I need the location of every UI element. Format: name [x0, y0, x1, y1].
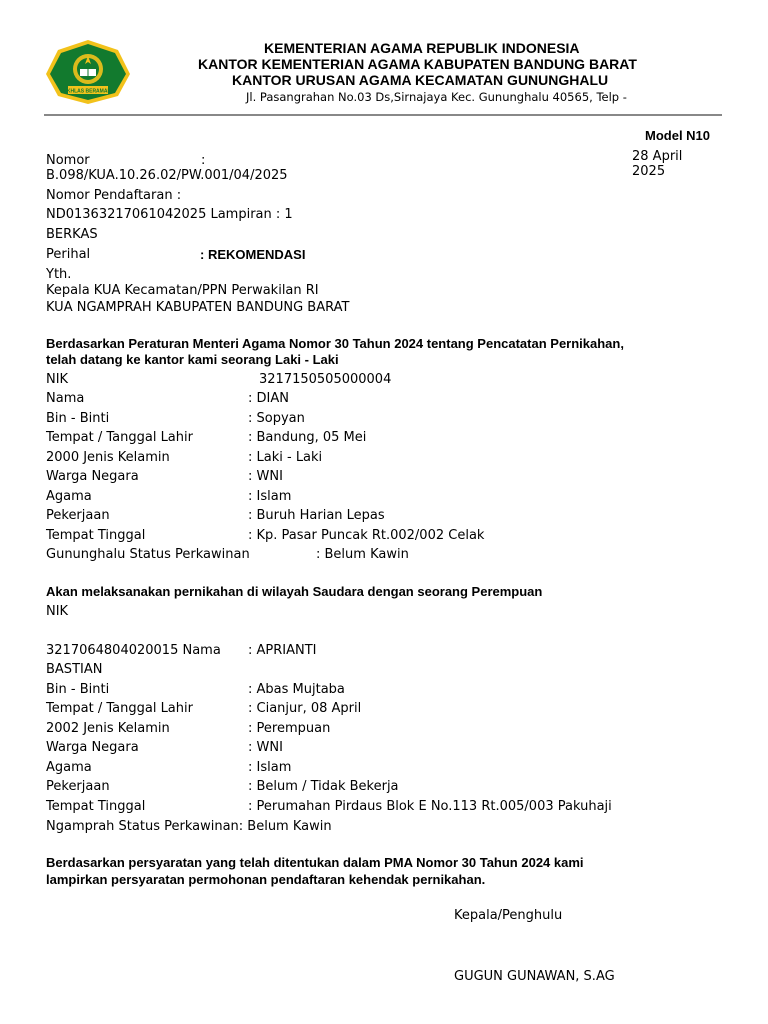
bride-bin-value: : Abas Mujtaba — [248, 682, 345, 697]
bride-wn-label: Warga Negara — [46, 740, 139, 755]
groom-tinggal-value: : Kp. Pasar Puncak Rt.002/002 Celak — [248, 528, 485, 543]
groom-ttl-label: Tempat / Tanggal Lahir — [46, 430, 193, 445]
bride-tinggal-label: Tempat Tinggal — [46, 799, 146, 814]
groom-nik-value: 3217150505000004 — [259, 372, 392, 387]
regency-office-name: KANTOR KEMENTERIAN AGAMA KABUPATEN BANDUNG BARAT — [198, 56, 637, 72]
bride-agama-label: Agama — [46, 760, 92, 775]
ministry-name: KEMENTERIAN AGAMA REPUBLIK INDONESIA — [264, 40, 580, 56]
groom-jk-label: 2000 Jenis Kelamin — [46, 450, 170, 465]
groom-kerja-label: Pekerjaan — [46, 508, 110, 523]
bride-kerja-value: : Belum / Tidak Bekerja — [248, 779, 399, 794]
logo-motto: IKHLAS BERAMAL — [65, 88, 111, 95]
bride-nik-label: NIK — [46, 604, 69, 619]
kua-office-name: KANTOR URUSAN AGAMA KECAMATAN GUNUNGHALU — [232, 72, 609, 88]
bride-nama-cont: BASTIAN — [46, 662, 103, 677]
kemenag-logo — [44, 38, 132, 106]
berkas-label: BERKAS — [46, 227, 98, 242]
pendaftaran-label: Nomor Pendaftaran : — [46, 188, 182, 203]
bride-wn-value: : WNI — [248, 740, 283, 755]
bride-bin-label: Bin - Binti — [46, 682, 110, 697]
bride-nik-nama-label: 3217064804020015 Nama — [46, 643, 221, 658]
nomor-colon: : — [201, 153, 206, 168]
groom-wn-value: : WNI — [248, 469, 283, 484]
bride-kerja-label: Pekerjaan — [46, 779, 110, 794]
bride-jk-value: : Perempuan — [248, 721, 331, 736]
groom-nama-value: : DIAN — [248, 391, 289, 406]
signature-name: GUGUN GUNAWAN, S.AG — [454, 969, 615, 984]
groom-agama-label: Agama — [46, 489, 92, 504]
groom-nik-label: NIK — [46, 372, 69, 387]
bride-status-line: Ngamprah Status Perkawinan: Belum Kawin — [46, 819, 332, 834]
groom-tinggal-label: Tempat Tinggal — [46, 528, 146, 543]
office-address: Jl. Pasangrahan No.03 Ds,Sirnajaya Kec. Gununghalu 40565, Telp - — [246, 90, 627, 104]
intro-line-1: Berdasarkan Peraturan Menteri Agama Nomor 30 Tahun 2024 tentang Pencatatan Pernikahan, — [46, 336, 624, 351]
header-divider — [44, 114, 722, 116]
closing-line-1: Berdasarkan persyaratan yang telah ditentukan dalam PMA Nomor 30 Tahun 2024 kami — [46, 855, 584, 870]
pendaftaran-value: ND01363217061042025 Lampiran : 1 — [46, 207, 293, 222]
form-model: Model N10 — [645, 128, 711, 143]
groom-agama-value: : Islam — [248, 489, 292, 504]
groom-ttl-value: : Bandung, 05 Mei — [248, 430, 367, 445]
bride-agama-value: : Islam — [248, 760, 292, 775]
nomor-label: Nomor — [46, 153, 90, 168]
intro-line-2: telah datang ke kantor kami seorang Laki - Laki — [46, 352, 339, 367]
groom-status-value: : Belum Kawin — [316, 547, 409, 562]
bride-intro: Akan melaksanakan pernikahan di wilayah Saudara dengan seorang Perempuan — [46, 584, 543, 599]
recipient-title: Kepala KUA Kecamatan/PPN Perwakilan RI — [46, 283, 319, 298]
recipient-office: KUA NGAMPRAH KABUPATEN BANDUNG BARAT — [46, 300, 350, 315]
bride-jk-label: 2002 Jenis Kelamin — [46, 721, 170, 736]
signature-title: Kepala/Penghulu — [454, 908, 563, 923]
groom-wn-label: Warga Negara — [46, 469, 139, 484]
recipient-salutation: Yth. — [46, 267, 72, 282]
groom-jk-value: : Laki - Laki — [248, 450, 323, 465]
nomor-value: B.098/KUA.10.26.02/PW.001/04/2025 — [46, 168, 288, 183]
groom-nama-label: Nama — [46, 391, 85, 406]
closing-line-2: lampirkan persyaratan permohonan pendaftaran kehendak pernikahan. — [46, 872, 486, 887]
bride-ttl-value: : Cianjur, 08 April — [248, 701, 362, 716]
bride-tinggal-value: : Perumahan Pirdaus Blok E No.113 Rt.005/003 Pakuhaji — [248, 799, 612, 814]
perihal-label: Perihal — [46, 247, 91, 262]
groom-bin-label: Bin - Binti — [46, 411, 110, 426]
perihal-value: : REKOMENDASI — [200, 247, 306, 262]
bride-ttl-label: Tempat / Tanggal Lahir — [46, 701, 193, 716]
bride-nama-value: : APRIANTI — [248, 643, 317, 658]
groom-status-label: Gununghalu Status Perkawinan — [46, 547, 250, 562]
groom-bin-value: : Sopyan — [248, 411, 305, 426]
letter-date: 28 April — [632, 149, 683, 164]
groom-kerja-value: : Buruh Harian Lepas — [248, 508, 385, 523]
letter-date-year: 2025 — [632, 164, 666, 179]
